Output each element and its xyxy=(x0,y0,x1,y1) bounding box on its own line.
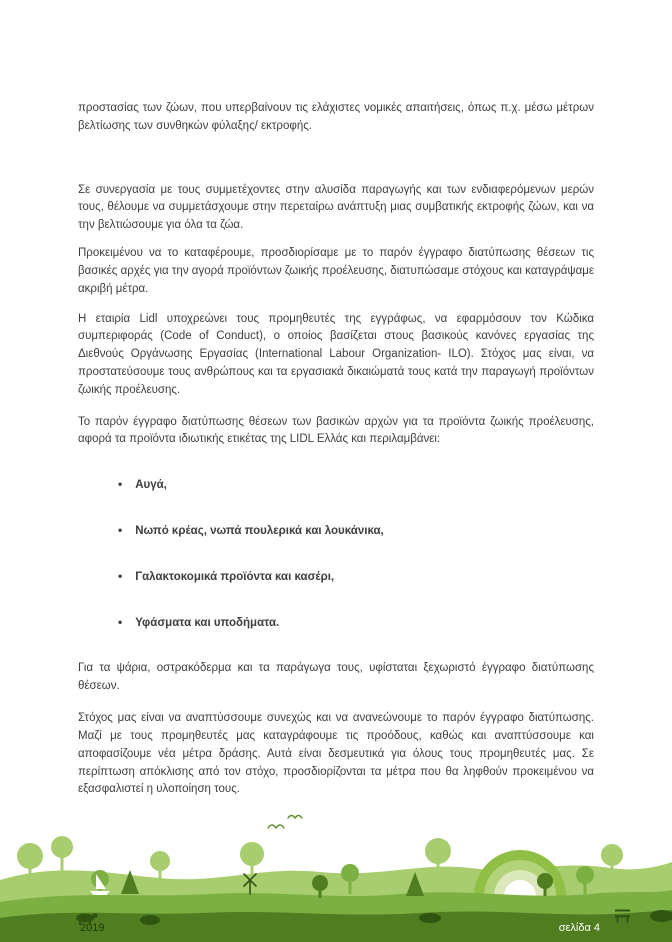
bullet-marker: • xyxy=(118,614,123,629)
bullet-item-dairy xyxy=(118,567,594,587)
bullet-text: Νωπό κρέας, νωπά πουλερικά και λουκάνικα, xyxy=(135,525,384,537)
footer-page-label: σελίδα 4 xyxy=(558,922,600,934)
bird-icon xyxy=(268,816,302,829)
bullet-item-eggs xyxy=(118,475,594,495)
paragraph-code-of-conduct: Η εταιρία Lidl υποχρεώνει τους προμηθευτές της εγγράφως, να εφαρμόσουν τον Κώδικα συμπεριφοράς (Code of Conduct), ο οποίος βασίζεται στους βασικούς κανόνες εργασίας της Διεθνούς Οργάνωσης Εργασίας (International Labour Organization- ILO). Στόχος μας είναι, να προστατεύσουμε τους ανθρώπους και τα εργασιακά δικαιώματά τους κατά την παραγωγή προϊόντων ζωικής προέλευσης. xyxy=(78,312,594,396)
bush-icon xyxy=(140,915,160,925)
document-body xyxy=(78,100,594,799)
bullet-text: Γαλακτοκομικά προϊόντα και κασέρι, xyxy=(135,570,335,583)
paragraph-fish-note: Για τα ψάρια, οστρακόδερμα και τα παράγωγα τους, υφίσταται ξεχωριστό έγγραφο διατύπωσης θέσεων. xyxy=(78,662,594,693)
bullet-item-textiles xyxy=(118,613,594,633)
bullet-item-meat xyxy=(118,521,594,541)
paragraph-animal-protection: προστασίας των ζώων, που υπερβαίνουν τις ελάχιστες νομικές απαιτήσεις, όπως π.χ. μέσω μέτρων βελτίωσης των συνθηκών φύλαξης/ εκτροφής. xyxy=(78,102,594,132)
footer-year: 2019 xyxy=(80,922,105,934)
bullet-text: Υφάσματα και υποδήματα. xyxy=(135,616,280,629)
bullet-marker: • xyxy=(118,477,123,492)
landscape-illustration xyxy=(0,800,672,942)
bullet-marker: • xyxy=(118,568,123,583)
bullet-text: Αυγά, xyxy=(135,479,167,492)
product-bullet-list xyxy=(78,475,594,632)
bush-icon xyxy=(419,913,441,923)
bullet-marker: • xyxy=(118,523,123,537)
page-footer xyxy=(0,800,672,942)
paragraph-scope-intro: Το παρόν έγγραφο διατύπωσης θέσεων των βασικών αρχών για τα προϊόντα ζωικής προέλευσης, αφορά τα προϊόντα ιδιωτικής ετικέτας της LIDL Ελλάς και περιλαμβάνει: xyxy=(78,415,594,446)
paragraph-cooperation: Σε συνεργασία με τους συμμετέχοντες στην αλυσίδα παραγωγής και των ενδιαφερόμενων μερών τους, θέλουμε να συμμετάσχουμε στην περεταίρω ανάπτυξη μιας συμβατικής εκτροφής ζώων, και να την βελτιώσουμε για όλα τα ζώα. xyxy=(78,183,594,232)
paragraph-continuous-development: Στόχος μας είναι να αναπτύσσουμε συνεχώς και να ανανεώνουμε το παρόν έγγραφο διατύπωσης. Μαζί με τους προμηθευτές μας καταγράφουμε τις προόδους, καθώς και αναπτύσσουμε και αποφασίζουμε νέα μέτρα δράσης. Αυτά είναι δεσμευτικά για όλους τους προμηθευτές μας. Σε περίπτωση απόκλισης από τον στόχο, προσδιορίζονται τα μέτρα που θα ληφθούν προκειμένου να εξασφαλιστεί η υλοποίηση τους. xyxy=(78,712,594,796)
paragraph-position-paper-goal: Προκειμένου να το καταφέρουμε, προσδιορίσαμε με το παρόν έγγραφο διατύπωσης θέσεων τις βασικές αρχές για την αγορά προϊόντων ζωικής προέλευσης, διατυπώσαμε στόχους και καταγράψαμε ακριβή μέτρα. xyxy=(78,247,594,295)
